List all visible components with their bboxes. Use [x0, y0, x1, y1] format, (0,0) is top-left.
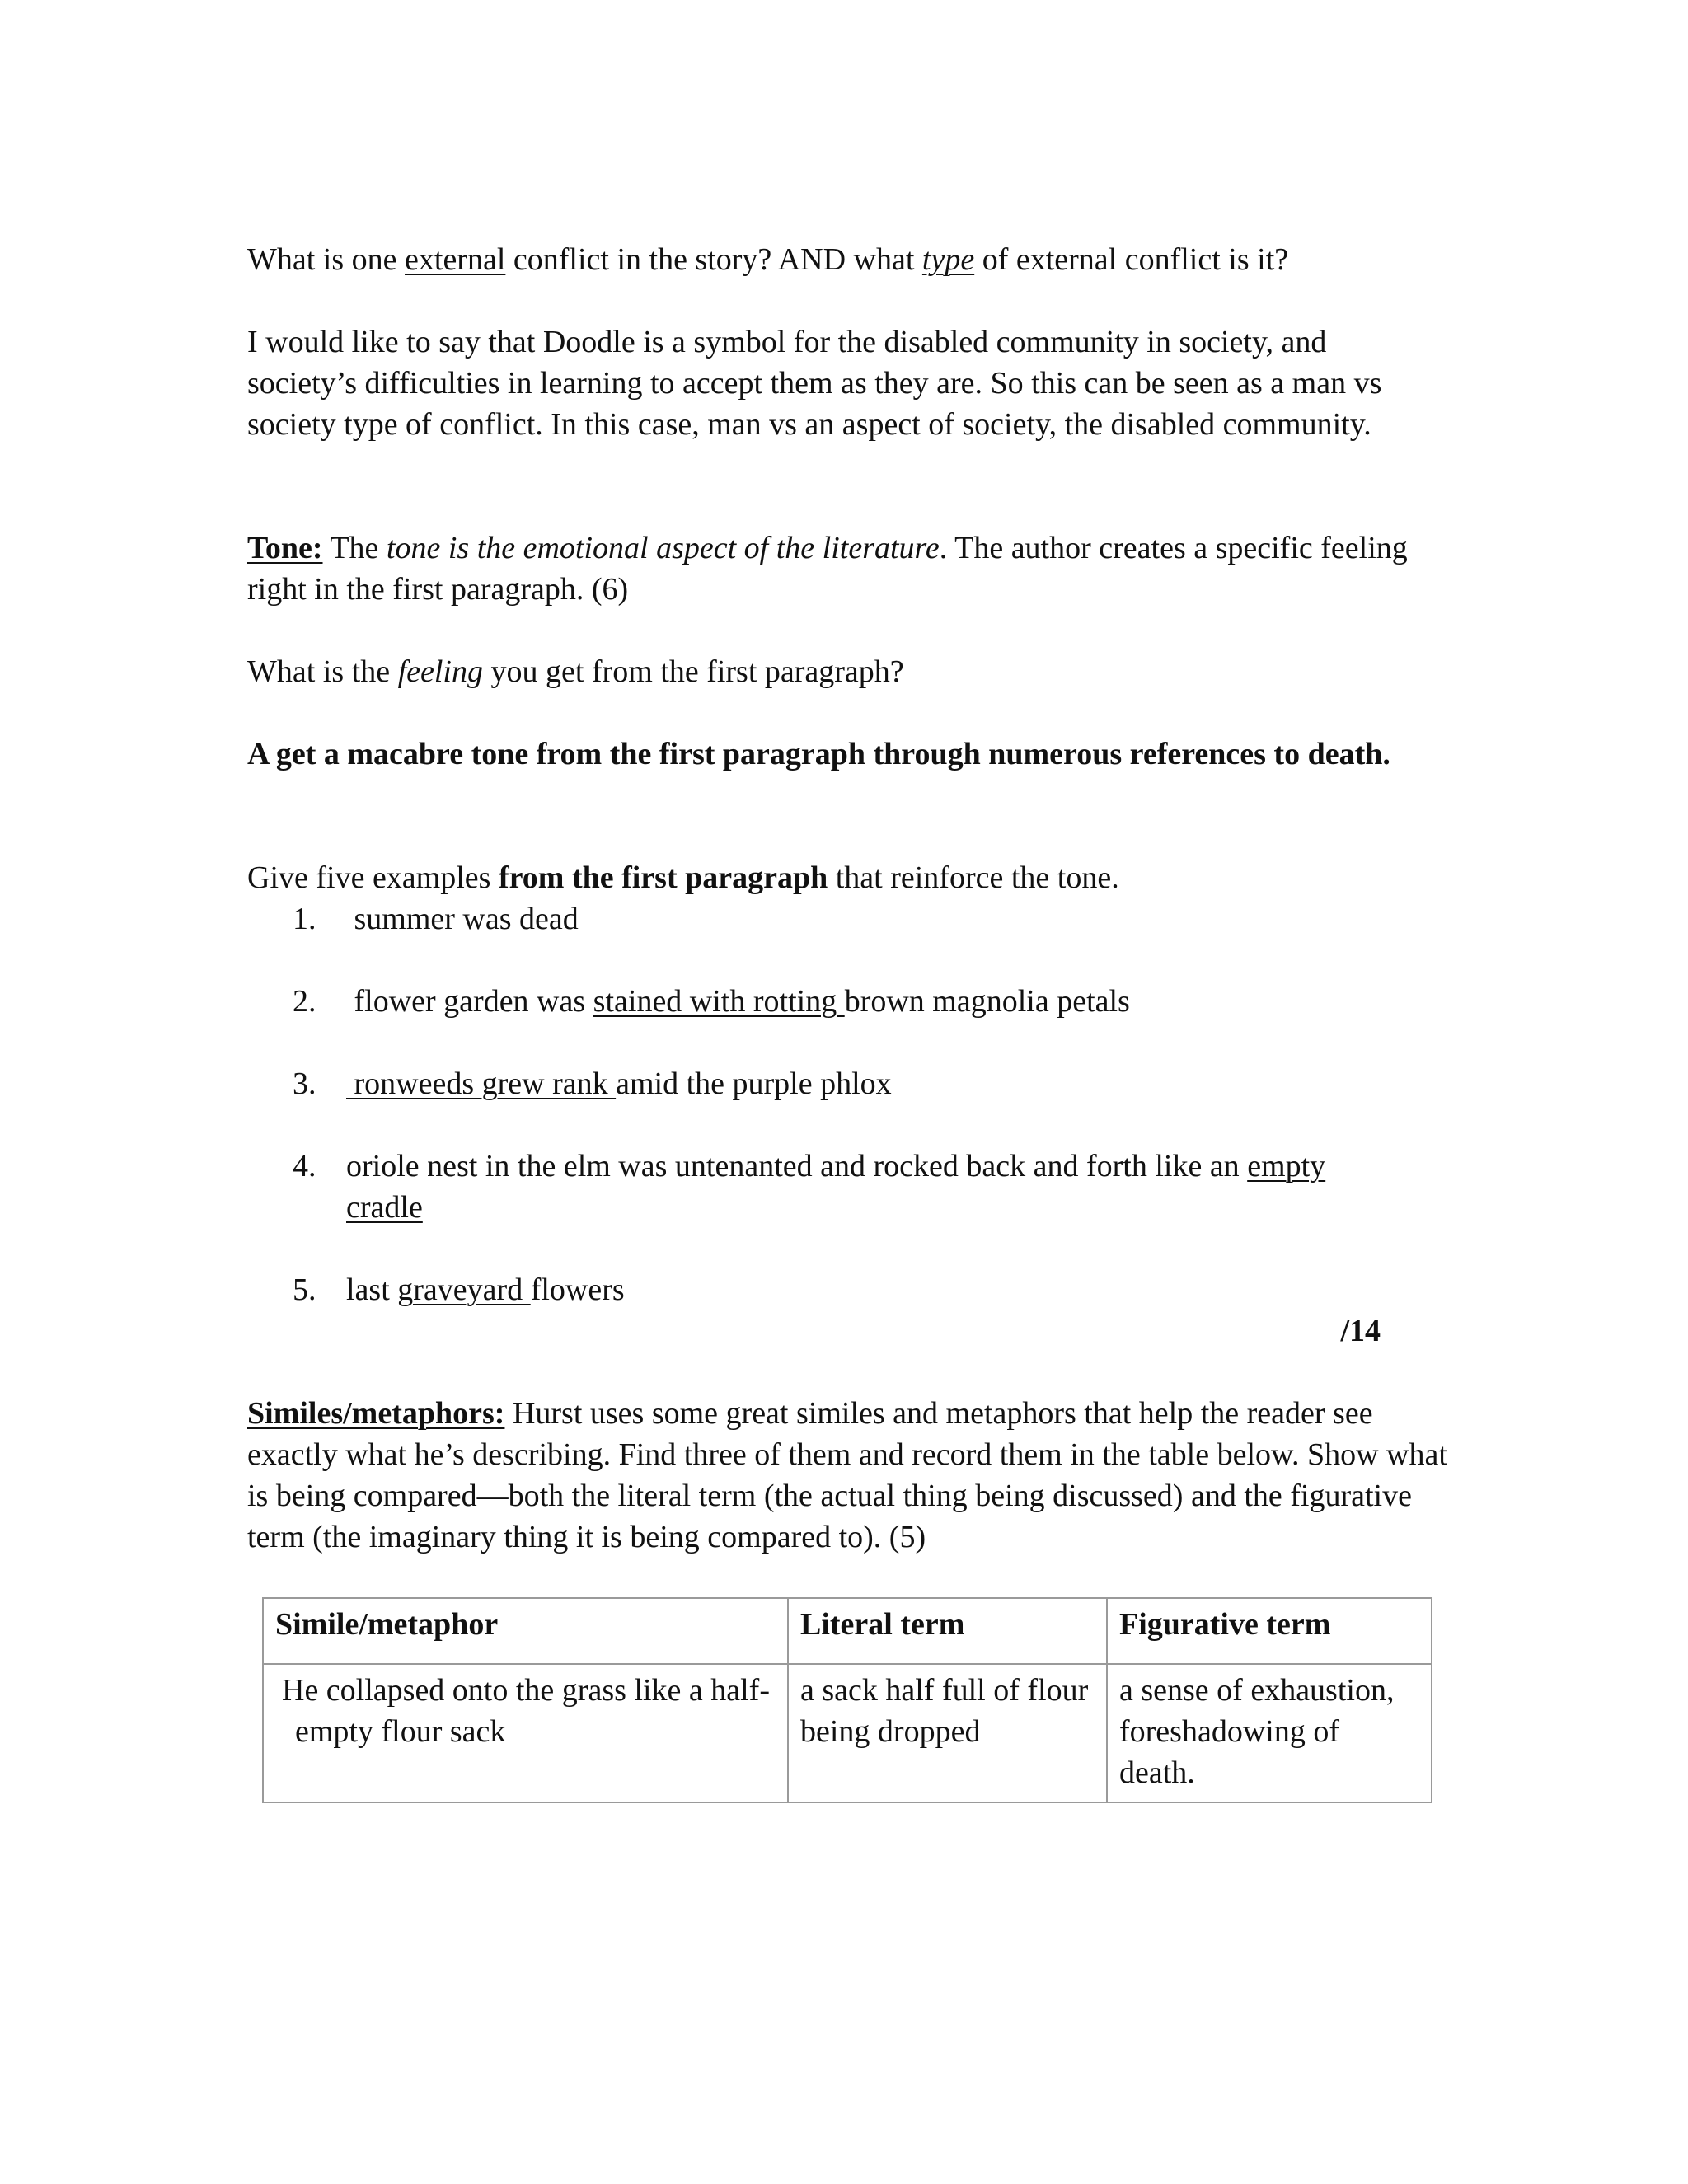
similes-paragraph: Similes/metaphors: Hurst uses some great similes and metaphors that help the reader see exactly what he’s describing. Find three of them and record them in the table below. Show what is being compared—both the literal term (the actual thing being discussed) and the figurative term (the imaginary thing it is being compared to). (5): [247, 1396, 1447, 1554]
score-total: /14: [1340, 1314, 1381, 1348]
cell-figurative[interactable]: a sense of exhaustion, foreshadowing of death.: [1107, 1664, 1432, 1802]
cell-literal[interactable]: a sack half full of flour being dropped: [788, 1664, 1107, 1802]
table-row: [263, 1664, 1432, 1802]
underlined-external: external: [405, 242, 506, 277]
header-literal: Literal term: [788, 1598, 1107, 1664]
header-figurative: Figurative term: [1107, 1598, 1432, 1664]
list-item: 1. summer was dead: [293, 902, 579, 936]
question-feeling: What is the feeling you get from the first paragraph?: [247, 654, 904, 689]
header-simile: Simile/metaphor: [263, 1598, 788, 1664]
tone-label: Tone:: [247, 531, 323, 565]
answer-external-conflict: I would like to say that Doodle is a symbol for the disabled community in society, and society’s difficulties in learning to accept them as they are. So this can be seen as a man vs society type of conflict. In this case, man vs an aspect of society, the disabled community.: [247, 325, 1382, 442]
answer-feeling: A get a macabre tone from the first paragraph through numerous references to death.: [247, 737, 1390, 771]
similes-label: Similes/metaphors:: [247, 1396, 505, 1431]
cell-simile[interactable]: He collapsed onto the grass like a half-empty flour sack: [263, 1664, 788, 1802]
question-examples: Give five examples from the first paragraph that reinforce the tone.: [247, 860, 1119, 895]
underlined-type: type: [921, 242, 975, 277]
tone-paragraph: Tone: The tone is the emotional aspect of the literature. The author creates a specific feeling right in the first paragraph. (6): [247, 531, 1408, 607]
similes-table: [262, 1597, 1432, 1803]
list-item: 2. flower garden was stained with rotting brown magnolia petals: [293, 984, 1130, 1019]
list-item: 4. oriole nest in the elm was untenanted and rocked back and forth like an empty cradle: [293, 1149, 1326, 1225]
table-header-row: [263, 1598, 1432, 1664]
list-item: 5. last graveyard flowers: [293, 1272, 625, 1307]
list-item: 3. ronweeds grew rank amid the purple phlox: [293, 1066, 892, 1101]
question-external-conflict: What is one external conflict in the story? AND what type of external conflict is it?: [247, 242, 1289, 277]
tone-definition: tone is the emotional aspect of the literature: [386, 531, 940, 565]
